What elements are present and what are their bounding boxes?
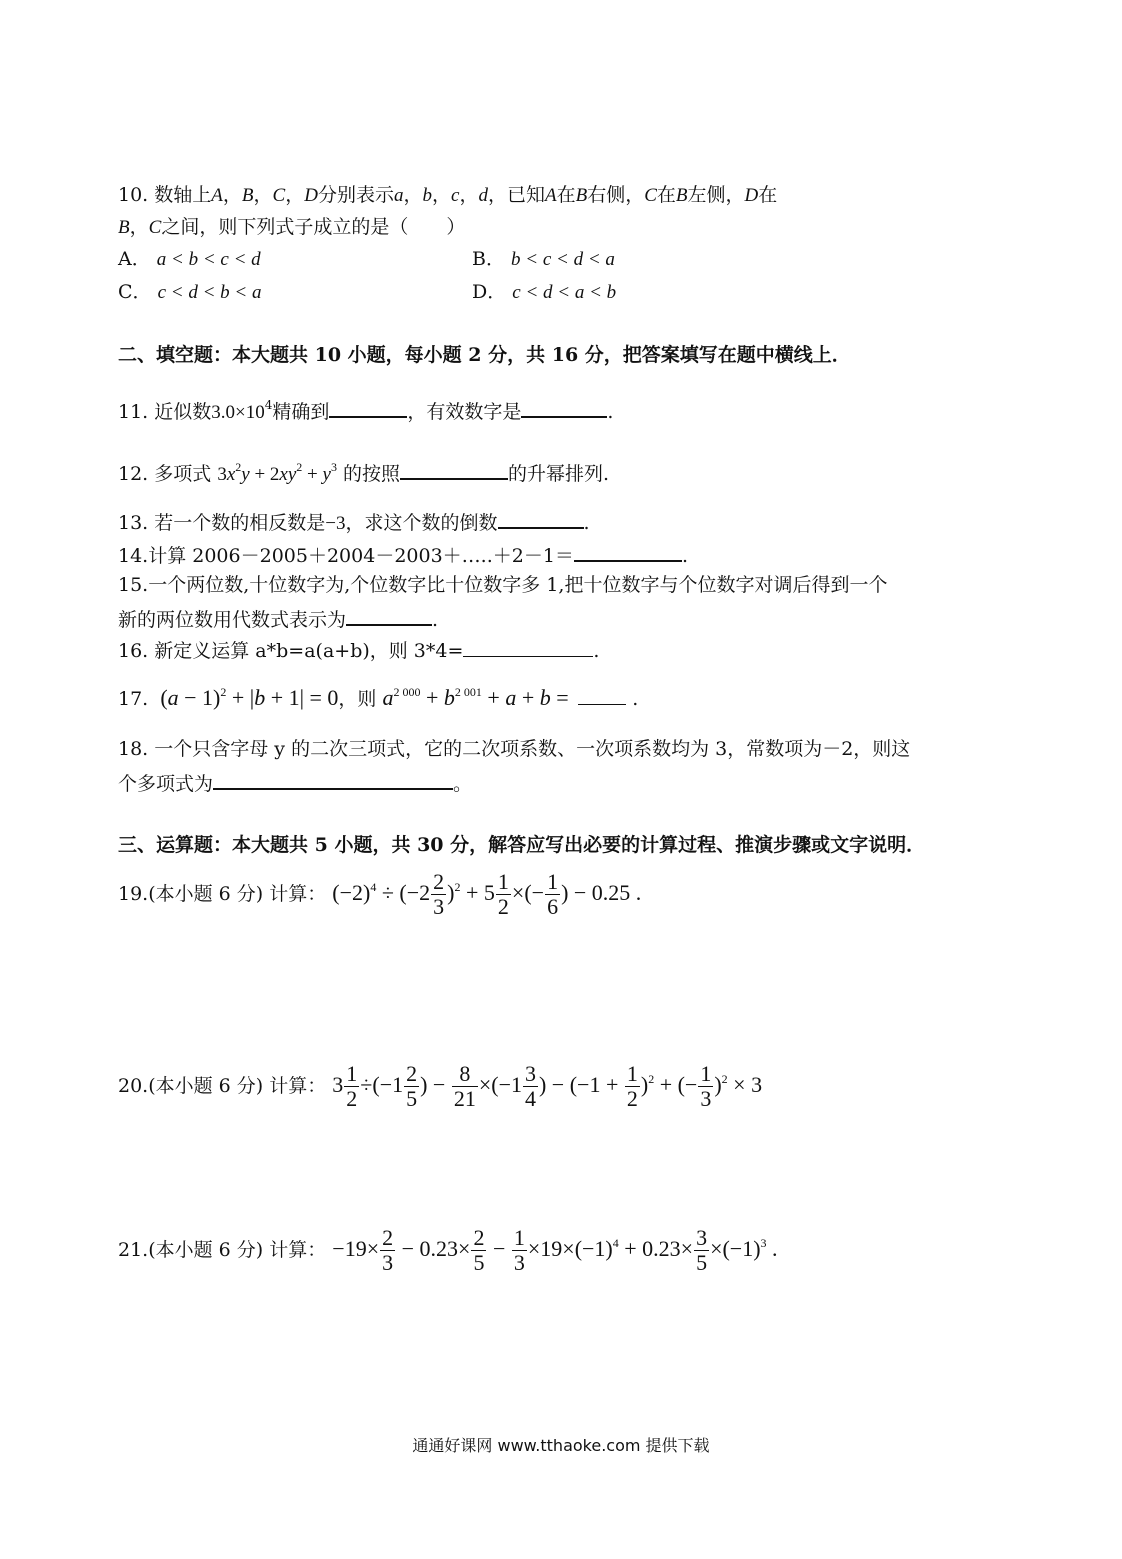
q17: 17. $(a - 1)^2 + |b + 1| = 0$，则 $a^{2 000} + b^{2 001} + a + b$ = . — [118, 685, 639, 710]
q10-line2: B，C之间，则下列式子成立的是（ ） — [118, 216, 466, 238]
q17-equation: $(a - 1)^2 + |b + 1| = 0$ — [160, 685, 339, 710]
q11-blank-2[interactable] — [521, 396, 607, 418]
q17-expression: $a^{2 000} + b^{2 001} + a + b$ = — [382, 685, 575, 710]
q20: 20.(本小题 6 分) 计算： 3 $\frac{1}{2}$ ÷(−1 $\frac{2}{5}$ ) − $\frac{8}{21}$ ×(−1 $\frac{3}{4}$ ) − (−1 + $\frac{1}{2}$ )$^2$ + (− $\frac{1}{3}$ )$^2$ × 3 — [118, 1061, 763, 1112]
q10-option-c: C． c < d < b < a — [118, 281, 262, 303]
q15-line2: 新的两位数用代数式表示为 . — [118, 604, 438, 633]
q15-line1: 15.一个两位数,十位数字为,个位数字比十位数字多 1,把十位数字与个位数字对调后得到一个 — [118, 574, 888, 596]
q14-blank[interactable] — [574, 540, 682, 562]
q18-blank[interactable] — [213, 768, 453, 790]
q13: 13. 若一个数的相反数是−3，求这个数的倒数 . — [118, 507, 590, 537]
q10-line1: 10. 数轴上A，B，C，D分别表示a，b，c，d，已知A在B右侧，C在B左侧，D在 — [118, 184, 778, 206]
q10-option-d: D． c < d < a < b — [472, 281, 617, 303]
q16-blank[interactable] — [463, 636, 593, 657]
q14: 14.计算 2006－2005＋2004－2003＋…..＋2－1＝ . — [118, 540, 688, 569]
q21: 21.(本小题 6 分) 计算： −19× $\frac{2}{3}$ − 0.23× $\frac{2}{5}$ − $\frac{1}{3}$ $\times 19\times(-1)^4 + 0.23\times$ $\frac{3}{5}$ $\times(-1)^3$ . — [118, 1225, 778, 1276]
q12-blank[interactable] — [400, 458, 508, 480]
q15-blank[interactable] — [346, 604, 432, 626]
q13-blank[interactable] — [498, 507, 584, 529]
q19: 19.(本小题 6 分) 计算： $(-2)^4 \div (-2$ $\frac{2}{3}$ )$^2$ + 5 $\frac{1}{2}$ ×(− $\frac{1}{6}$ ) − 0.25 . — [118, 869, 642, 920]
q18-line1: 18. 一个只含字母 y 的二次三项式，它的二次项系数、一次项系数均为 3，常数项为－2，则这 — [118, 738, 911, 760]
page-footer: 通通好课网 www.tthaoke.com 提供下载 — [412, 1436, 710, 1455]
section-2-header: 二、填空题：本大题共 10 小题，每小题 2 分，共 16 分，把答案填写在题中横线上． — [118, 344, 851, 366]
q10-option-a: A． a < b < c < d — [118, 248, 261, 270]
q12: 12. 多项式 $3x^2y + 2xy^2 + y^3$ 的按照 的升幂排列. — [118, 460, 610, 485]
q12-polynomial: $3x^2y + 2xy^2 + y^3$ — [217, 460, 337, 485]
q11-blank-1[interactable] — [329, 396, 407, 418]
q11: 11. 近似数$3.0\times 10^4$精确到 ，有效数字是 . — [118, 398, 614, 423]
q21-expression: −19× $\frac{2}{3}$ − 0.23× $\frac{2}{5}$ − $\frac{1}{3}$ $\times 19\times(-1)^4 + 0.23\times$ $\frac{3}{5}$ $\times(-1)^3$ . — [332, 1225, 778, 1276]
q20-expression: 3 $\frac{1}{2}$ ÷(−1 $\frac{2}{5}$ ) − $\frac{8}{21}$ ×(−1 $\frac{3}{4}$ ) − (−1 + $\frac{1}{2}$ )$^2$ + (− $\frac{1}{3}$ )$^2$ × 3 — [332, 1061, 763, 1112]
q18-line2: 个多项式为 。 — [118, 768, 472, 797]
q19-expression: $(-2)^4 \div (-2$ $\frac{2}{3}$ )$^2$ + 5 $\frac{1}{2}$ ×(− $\frac{1}{6}$ ) − 0.25 . — [332, 869, 642, 920]
q17-blank[interactable] — [578, 684, 626, 705]
q10-option-b: B． b < c < d < a — [472, 248, 615, 270]
section-3-header: 三、运算题：本大题共 5 小题，共 30 分，解答应写出必要的计算过程、推演步骤或文字说明． — [118, 834, 926, 856]
q16: 16. 新定义运算 a*b=a(a+b)，则 3*4= . — [118, 636, 599, 664]
